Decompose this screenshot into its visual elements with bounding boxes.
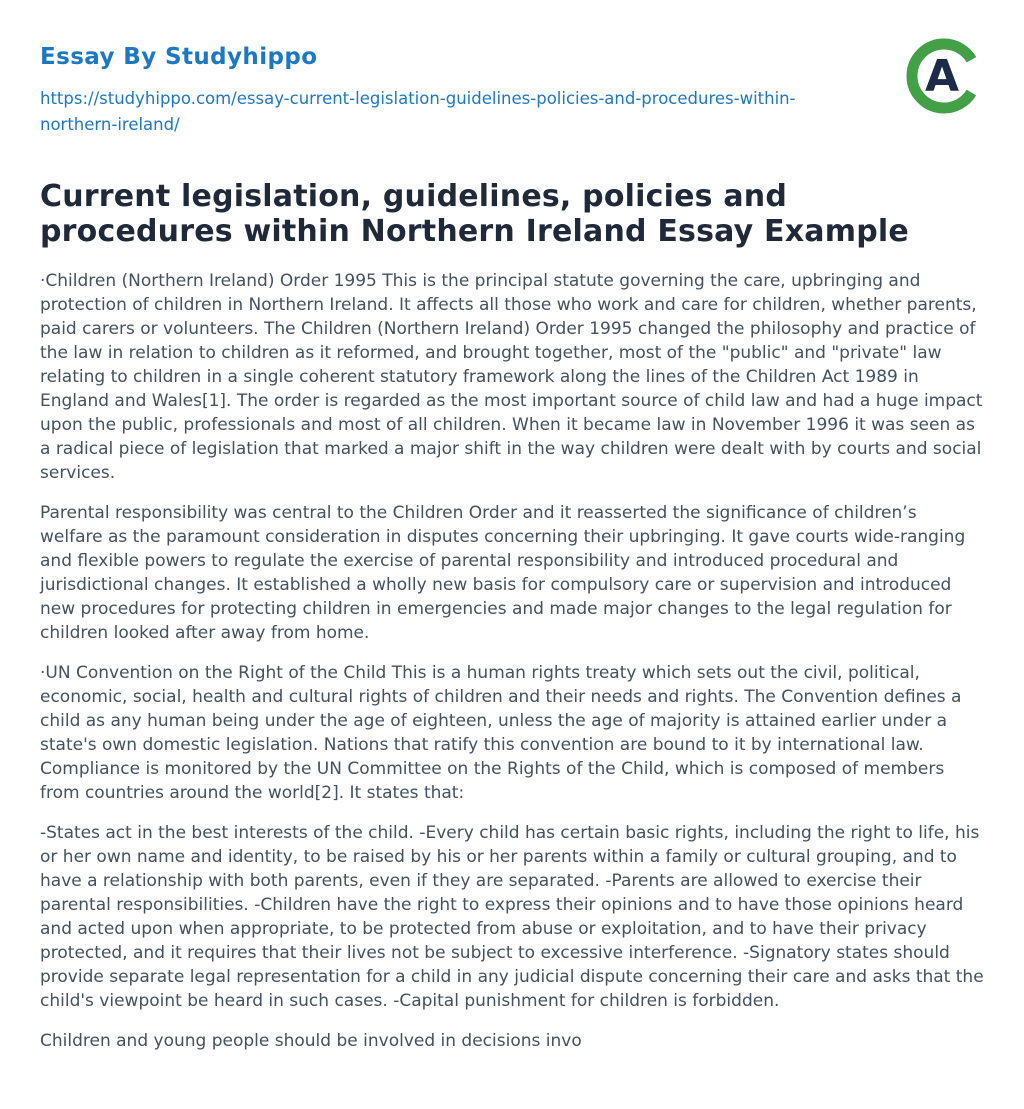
logo-letter: A [925, 51, 960, 102]
header-text-block [40, 42, 880, 139]
essay-paragraph-3: ·UN Convention on the Right of the Child This is a human rights treaty which sets out the civil, political, economic, social, health and cultural rights of children and their needs and rights. The Convention defines a child as any human being under the age of eighteen, unless the age of majority is attained earlier under a state's own domestic legislation. Nations that ratify this convention are bound to it by international law. Compliance is monitored by the UN Committee on the Rights of the Child, which is composed of members from countries around the world[2]. It states that: [40, 662, 962, 803]
source-url-link[interactable]: https://studyhippo.com/essay-current-legislation-guidelines-policies-and-procedures-within-northern-ireland/ [40, 89, 796, 135]
essay-paragraph-1: ·Children (Northern Ireland) Order 1995 This is the principal statute governing the care, upbringing and protection of children in Northern Ireland. It affects all those who work and care for children, whether parents, paid carers or volunteers. The Children (Northern Ireland) Order 1995 changed the philosophy and practice of the law in relation to children as it reformed, and brought together, most of the "public" and "private" law relating to children in a single coherent statutory framework along the lines of the Children Act 1989 in England and Wales[1]. The order is regarded as the most important source of child law and had a huge impact upon the public, professionals and most of all children. When it became law in November 1996 it was seen as a radical piece of legislation that marked a major shift in the way children were dealt with by courts and social services. [40, 270, 983, 483]
essay-paragraph-5: Children and young people should be involved in decisions invo [40, 1030, 582, 1051]
essay-paragraph-2: Parental responsibility was central to the Children Order and it reasserted the significance of children’s welfare as the paramount consideration in disputes concerning their upbringing. It gave courts wide-ranging and flexible powers to regulate the exercise of parental responsibility and introduced procedural and jurisdictional changes. It established a wholly new basis for compulsory care or supervision and introduced new procedures for protecting children in emergencies and made major changes to the legal regulation for children looked after away from home. [40, 502, 966, 643]
essay-paragraph-4: -States act in the best interests of the child. -Every child has certain basic rights, including the right to life, his or her own name and identity, to be raised by his or her parents within a family or cultural grouping, and to have a relationship with both parents, even if they are separated. -Parents are allowed to exercise their parental responsibilities. -Children have the right to express their opinions and to have those opinions heard and acted upon when appropriate, to be protected from abuse or exploitation, and to have their privacy protected, and it requires that their lives not be subject to excessive interference. -Signatory states should provide separate legal representation for a child in any judicial dispute concerning their care and asks that the child's viewpoint be heard in such cases. -Capital punishment for children is forbidden. [40, 822, 984, 1011]
essay-content [40, 179, 984, 1053]
studyhippo-logo-icon [904, 36, 984, 116]
site-title: Essay By Studyhippo [40, 44, 318, 70]
page-header [40, 42, 984, 139]
essay-title: Current legislation, guidelines, policies and procedures within Northern Ireland Essay Example [40, 178, 909, 249]
